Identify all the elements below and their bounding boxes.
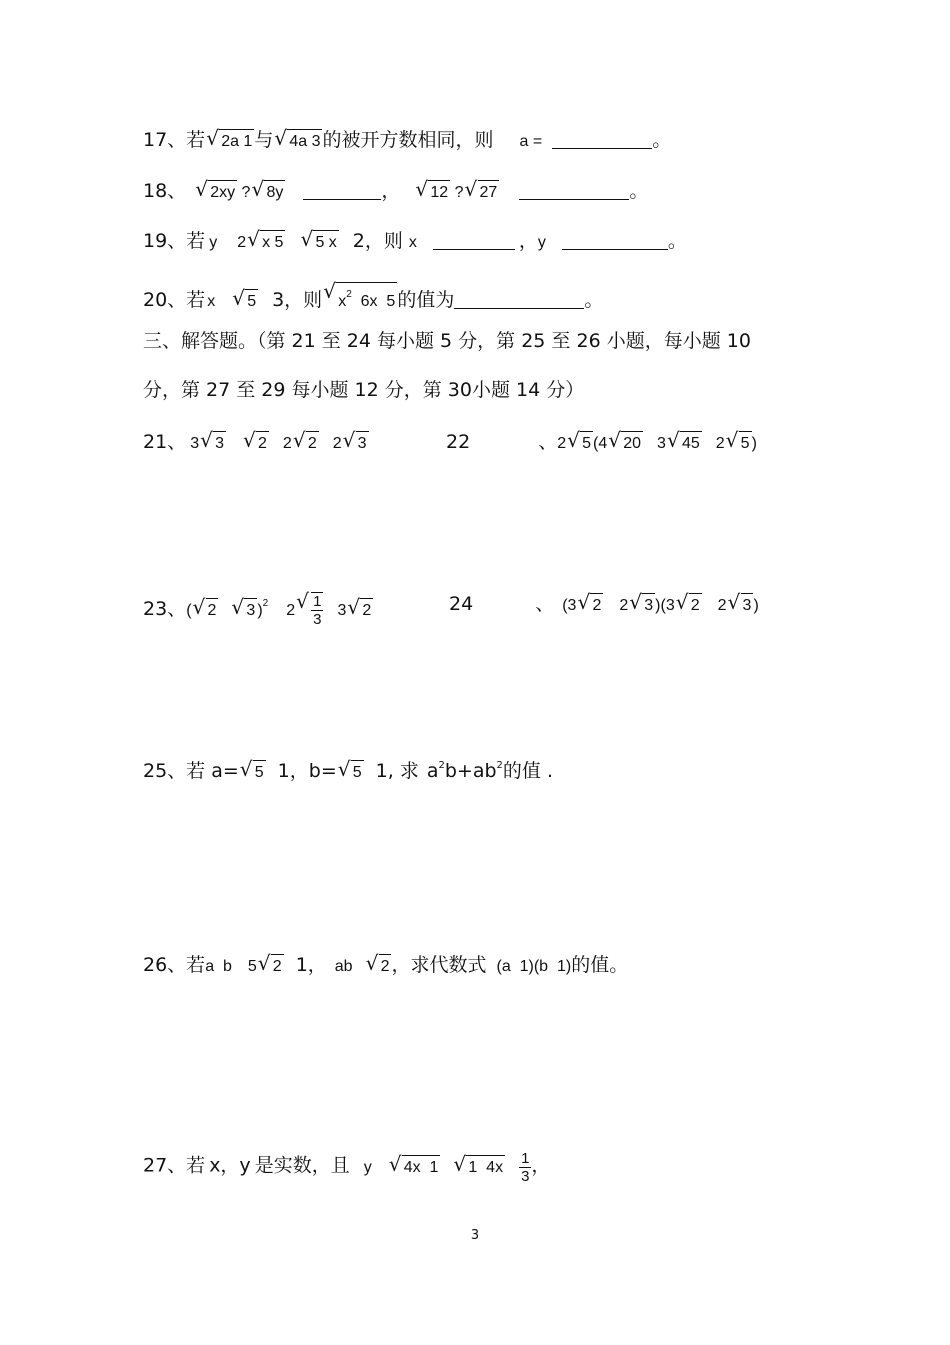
sqrt: √ $x^2$ 6x 5 bbox=[324, 282, 397, 314]
answer-blank[interactable] bbox=[562, 229, 668, 250]
fraction: $\frac{1}{3}$ bbox=[521, 1150, 530, 1185]
sqrt: √ 8y bbox=[252, 180, 285, 205]
sqrt: √ 3 bbox=[344, 431, 369, 456]
question-21: 21、 3√ 3√ 2 2√ 2 2√ 3 bbox=[143, 430, 369, 456]
answer-blank[interactable] bbox=[303, 179, 381, 200]
sqrt: √ 2 bbox=[578, 593, 603, 618]
answer-blank[interactable] bbox=[552, 128, 652, 149]
question-24: 24 、 (3√ 2 2√ 3 )(3√ 2 2√ 3 ) bbox=[449, 592, 759, 618]
question-20: 20、若 x√ 5 3，则√ $x^2$ 6x 5 的值为 。 bbox=[143, 282, 603, 314]
sqrt: √ 2a 1 bbox=[207, 129, 254, 154]
sqrt: √ x 5 bbox=[248, 230, 285, 255]
question-27: 27、若 x，y 是实数，且 y√ 4x 1√ 1 4x $\frac{1}{3}$ ， bbox=[143, 1150, 550, 1185]
question-23: 23、(√ 2√ 3 )$^2$ 2 √ $\frac{1}{3}$ 3√ 2 bbox=[143, 592, 373, 628]
sqrt: √ 1 4x bbox=[454, 1155, 505, 1180]
sqrt: √ 2 bbox=[294, 431, 319, 456]
sqrt: √ 2xy bbox=[196, 180, 237, 205]
fraction: √ $\frac{1}{3}$ bbox=[313, 593, 322, 629]
sqrt: √ 2 bbox=[259, 954, 284, 979]
sqrt: √ 5 bbox=[241, 760, 266, 785]
sqrt: √ 5 x bbox=[301, 230, 338, 255]
question-26: 26、若a b 5√ 2 1， ab√ 2 ，求代数式 (a 1)(b 1)的值。 bbox=[143, 953, 628, 979]
section-header: 三、解答题。（第 21 至 24 每小题 5 分，第 25 至 26 小题，每小题 10 bbox=[143, 330, 751, 352]
question-18: 18、√ 2xy ?√ 8y ，√ 12 ?√ 27 。 bbox=[143, 179, 648, 205]
answer-blank[interactable] bbox=[433, 229, 515, 250]
sqrt: √ 2 bbox=[244, 431, 269, 456]
sqrt: √ 3 bbox=[201, 431, 226, 456]
sqrt: √ 2 bbox=[367, 954, 392, 979]
sqrt: √ 27 bbox=[466, 180, 500, 205]
page-number: 3 bbox=[470, 1228, 480, 1243]
question-22: 22 、2√ 5 (4√ 20 3√ 45 2√ 5 ) bbox=[446, 430, 757, 456]
sqrt: √ 5 bbox=[339, 760, 364, 785]
sqrt: √ 3 bbox=[630, 593, 655, 618]
sqrt: √ 5 bbox=[233, 289, 258, 314]
sqrt: √ 4a 3 bbox=[275, 129, 322, 154]
sqrt: √ 4x 1 bbox=[390, 1155, 441, 1180]
sqrt: √ 2 bbox=[677, 593, 702, 618]
sqrt: √ 2 bbox=[348, 598, 373, 623]
question-19: 19、若 y 2√ x 5√ 5 x 2，则 x ，y 。 bbox=[143, 229, 687, 255]
sqrt: √ 2 bbox=[194, 598, 219, 623]
sqrt: √ 5 bbox=[727, 431, 752, 456]
sqrt bbox=[297, 592, 323, 628]
sqrt: √ 3 bbox=[232, 598, 257, 623]
sqrt: √ 3 bbox=[729, 593, 754, 618]
section-header-cont: 分，第 27 至 29 每小题 12 分，第 30小题 14 分） bbox=[143, 379, 585, 401]
question-17: 17、若√ 2a 1 与√ 4a 3 的被开方数相同，则 a = 。 bbox=[143, 128, 671, 154]
answer-blank[interactable] bbox=[519, 179, 629, 200]
sqrt: √ 12 bbox=[416, 180, 450, 205]
sqrt: √ 45 bbox=[668, 431, 702, 456]
question-25: 25、若 a=√ 5 1，b=√ 5 1, 求 $a^2b+ab^2$的值 . bbox=[143, 754, 553, 785]
sqrt: √ 5 bbox=[568, 431, 593, 456]
sqrt: √ 20 bbox=[609, 431, 643, 456]
answer-blank[interactable] bbox=[454, 288, 584, 309]
